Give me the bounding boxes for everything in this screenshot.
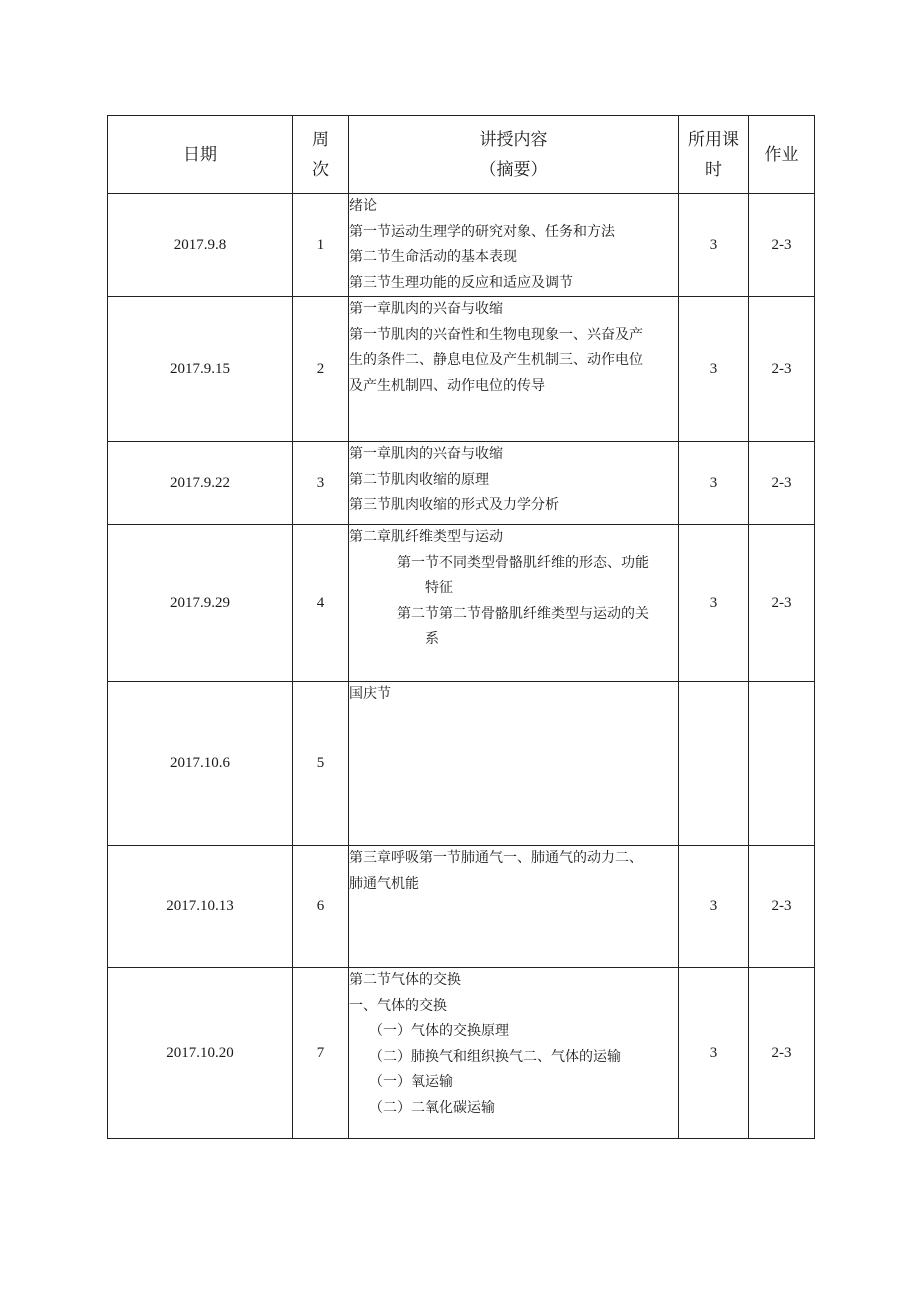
cell-week: 2 (293, 297, 349, 442)
cell-content (349, 297, 679, 442)
table-row (108, 194, 815, 297)
content-line: 第二节气体的交换 (349, 972, 461, 988)
content-line: （一）气体的交换原理 (369, 1023, 509, 1039)
cell-week: 1 (293, 194, 349, 297)
content-line: 生的条件二、静息电位及产生机制三、动作电位 (349, 352, 643, 368)
cell-homework: 2-3 (749, 297, 815, 442)
content-line: 第一节肌肉的兴奋性和生物电现象一、兴奋及产 (349, 326, 643, 343)
cell-hours (679, 682, 749, 846)
cell-date: 2017.10.6 (108, 682, 293, 846)
cell-homework: 2-3 (749, 194, 815, 297)
header-row (108, 116, 815, 194)
cell-homework: 2-3 (749, 442, 815, 525)
cell-date: 2017.9.22 (108, 442, 293, 525)
header-hours: 所用课 时 (679, 116, 749, 194)
content-line: 国庆节 (349, 686, 391, 702)
content-line: 第二章肌纤维类型与运动 (349, 529, 503, 545)
cell-content (349, 682, 679, 846)
content-line: 特征 (425, 580, 453, 596)
content-line: 第二节肌肉收缩的原理 (349, 471, 489, 488)
content-line: 肺通气机能 (349, 875, 419, 892)
content-line: 一、气体的交换 (349, 997, 447, 1014)
content-line: 第一节运动生理学的研究对象、任务和方法 (349, 223, 615, 240)
content-line: 第三节肌肉收缩的形式及力学分析 (349, 497, 559, 513)
cell-week: 4 (293, 525, 349, 682)
content-line: 第一章肌肉的兴奋与收缩 (349, 446, 503, 462)
cell-date: 2017.9.15 (108, 297, 293, 442)
cell-date: 2017.10.13 (108, 846, 293, 968)
content-line: 第一章肌肉的兴奋与收缩 (349, 301, 503, 317)
table-row (108, 968, 815, 1139)
cell-homework: 2-3 (749, 846, 815, 968)
cell-week: 3 (293, 442, 349, 525)
content-line: 绪论 (349, 198, 377, 214)
table-row (108, 846, 815, 968)
cell-content (349, 442, 679, 525)
content-line: （二）二氧化碳运输 (369, 1099, 495, 1116)
cell-content (349, 846, 679, 968)
cell-content (349, 194, 679, 297)
cell-hours: 3 (679, 846, 749, 968)
cell-homework (749, 682, 815, 846)
content-line: 第一节不同类型骨骼肌纤维的形态、功能 (397, 554, 649, 571)
content-line: 及产生机制四、动作电位的传导 (349, 377, 545, 394)
cell-hours: 3 (679, 442, 749, 525)
cell-week: 7 (293, 968, 349, 1139)
content-line: 系 (425, 631, 439, 647)
table-row (108, 297, 815, 442)
cell-content (349, 968, 679, 1139)
header-week: 周 次 (293, 116, 349, 194)
table-row (108, 682, 815, 846)
content-line: 第三章呼吸第一节肺通气一、肺通气的动力二、 (349, 850, 643, 866)
table-row (108, 525, 815, 682)
content-line: （二）肺换气和组织换气二、气体的运输 (369, 1048, 621, 1065)
header-date: 日期 (108, 116, 293, 194)
cell-week: 6 (293, 846, 349, 968)
cell-hours: 3 (679, 194, 749, 297)
content-line: 第二节生命活动的基本表现 (349, 249, 517, 265)
table-row (108, 442, 815, 525)
cell-hours: 3 (679, 297, 749, 442)
cell-homework: 2-3 (749, 968, 815, 1139)
cell-homework: 2-3 (749, 525, 815, 682)
cell-hours: 3 (679, 525, 749, 682)
cell-date: 2017.9.29 (108, 525, 293, 682)
schedule-table (107, 115, 815, 1139)
cell-hours: 3 (679, 968, 749, 1139)
cell-date: 2017.10.20 (108, 968, 293, 1139)
content-line: 第三节生理功能的反应和适应及调节 (349, 274, 573, 291)
cell-content (349, 525, 679, 682)
header-content: 讲授内容 （摘要） (349, 116, 679, 194)
header-homework: 作业 (749, 116, 815, 194)
content-line: （一）氧运输 (369, 1074, 453, 1090)
content-line: 第二节第二节骨骼肌纤维类型与运动的关 (397, 605, 649, 622)
cell-week: 5 (293, 682, 349, 846)
cell-date: 2017.9.8 (108, 194, 293, 297)
